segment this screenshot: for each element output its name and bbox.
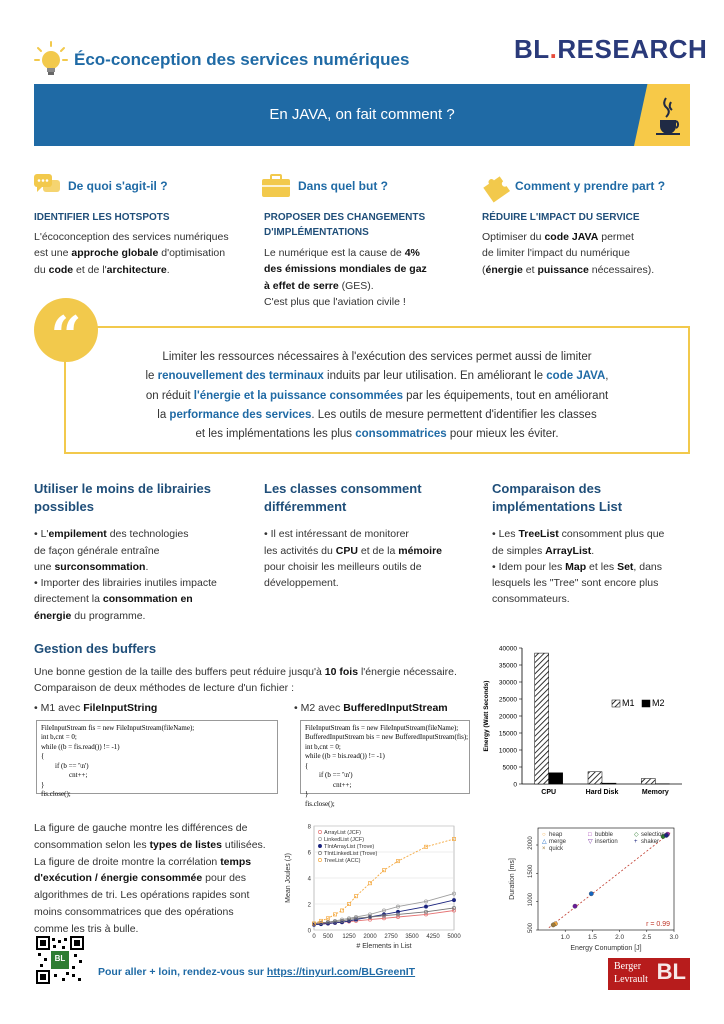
x-tick-label: 2000 <box>363 934 377 940</box>
legend-marker: □ <box>588 832 592 838</box>
method-m2-label: • M2 avec BufferedInputStream <box>294 702 448 714</box>
y-tick-label: 30000 <box>498 679 517 687</box>
y-tick-label: 2 <box>307 902 311 909</box>
y-tick-label: 500 <box>528 922 534 934</box>
bar-m1 <box>535 653 549 784</box>
bar-m2 <box>602 783 616 784</box>
puzzle-icon <box>482 172 510 203</box>
legend-marker: △ <box>542 839 547 845</box>
section-what-text: L'écoconception des services numériques est une approche globale d'optimisation du code et de l'architecture. <box>34 231 229 276</box>
legend-marker: + <box>634 839 638 845</box>
quote-icon: “ <box>34 298 98 362</box>
x-tick-label: 1.0 <box>560 934 570 941</box>
legend-label: TreeList (ACC) <box>324 858 361 864</box>
x-axis-label: # Elements in List <box>356 943 412 950</box>
bar-m1 <box>588 772 602 784</box>
section-what-heading: De quoi s'agit-il ? <box>68 179 168 193</box>
y-tick-label: 5000 <box>502 764 517 772</box>
x-tick-label: 2.5 <box>642 934 652 941</box>
legend-label: quick <box>549 846 564 852</box>
briefcase-icon <box>262 174 290 203</box>
y-axis-label: Duration [ms] <box>509 858 516 900</box>
x-tick-label: 2.0 <box>615 934 625 941</box>
x-tick-label: 0 <box>312 934 316 940</box>
x-tick-label: 1.5 <box>587 934 597 941</box>
legend-marker: × <box>542 846 546 852</box>
quote-text: Limiter les ressources nécessaires à l'exécution des services permet aussi de limiter le renouvellement des terminaux induits par leur utilisation. En améliorant le code JAVA, on réduit l'énergie et la puissance consommées par les équipements, tout en améliorant la performance des services. Les outils de mesure permettent d'identifier les classes et les implémentations les plus consommatrices pour mieux les éviter. <box>145 351 609 441</box>
lightbulb-icon <box>34 40 68 85</box>
column-lists: Comparaison des implémentations List • Les TreeList consomment plus que de simples ArrayList. • Idem pour les Map et les Set, dans lesquels les "Tree" sont encore plus consommateurs. <box>492 480 702 608</box>
y-tick-label: 2000 <box>528 836 534 850</box>
y-tick-label: 25000 <box>498 696 517 704</box>
annotation: r = 0.99 <box>646 921 670 928</box>
code-block-m2: FileInputStream fis = new FileInputStream(fileName); BufferedInputStream bis = new BufferedInputStream(fis); int b,cnt = 0; while ((b = bis.read()) != -1) { if (b == '\n') cnt++; } fis.close(); <box>300 720 470 794</box>
berger-levrault-logo: Berger Levrault BL <box>608 958 690 990</box>
y-tick-label: 0 <box>307 928 311 935</box>
y-tick-label: 35000 <box>498 662 517 670</box>
x-tick-label: 1250 <box>342 934 356 940</box>
x-tick-label: 5000 <box>447 934 461 940</box>
x-tick-label: CPU <box>541 789 557 796</box>
code-block-m1: FileInputStream fis = new FileInputStream(fileName); int b,cnt = 0; while ((b = fis.read()) != -1) { if (b == '\n') cnt++; } fis.close(); <box>36 720 278 794</box>
x-axis-label: Energy Conumption [J] <box>570 945 642 952</box>
x-tick-label: 3500 <box>405 934 419 940</box>
y-tick-label: 1000 <box>528 892 534 907</box>
page-title: Éco-conception des services numériques <box>74 50 410 69</box>
y-axis-label: Mean Joules (J) <box>285 853 292 903</box>
footer-link[interactable]: https://tinyurl.com/BLGreenIT <box>266 966 416 978</box>
legend-label: TIntArrayList (Trove) <box>324 844 375 850</box>
column-classes: Les classes consomment différemment • Il est intéressant de monitorer les activités du CPU et de la mémoire pour choisir les meilleurs outils de développement. <box>264 480 474 591</box>
y-tick-label: 0 <box>513 781 517 789</box>
legend-swatch <box>612 700 620 707</box>
legend-marker: ○ <box>542 832 546 838</box>
scatter-chart <box>500 820 686 956</box>
legend-label: bubble <box>595 832 614 838</box>
data-point-merge <box>589 892 593 896</box>
method-m1-label: • M1 avec FileInputString <box>34 702 158 714</box>
banner-title: En JAVA, on fait comment ? <box>269 106 455 123</box>
y-tick-label: 15000 <box>498 730 517 738</box>
legend-label: insertion <box>595 839 618 845</box>
banner <box>34 84 690 146</box>
legend-marker <box>318 844 321 847</box>
data-point-shaker <box>664 833 668 837</box>
chat-bubbles-icon <box>34 174 60 201</box>
y-tick-label: 20000 <box>498 713 517 721</box>
section-how-text: Optimiser du code JAVA permet de limiter l'impact du numérique (énergie et puissance nécessaires). <box>482 231 655 276</box>
java-cup-icon <box>634 84 690 146</box>
data-point-insertion <box>573 904 577 908</box>
x-tick-label: Memory <box>641 789 669 796</box>
footer-text: Pour aller + loin, rendez-vous sur https://tinyurl.com/BLGreenIT <box>98 966 416 978</box>
legend-label: LinkedList (JCF) <box>324 837 365 843</box>
line-chart <box>280 820 460 956</box>
x-tick-label: Hard Disk <box>585 789 619 796</box>
brand-logo: BL.RESEARCH <box>514 34 708 64</box>
data-point-quick <box>551 923 555 927</box>
legend-marker: ▽ <box>588 839 593 845</box>
legend-label: merge <box>549 839 567 845</box>
figures-text: La figure de gauche montre les différences de consommation selon les types de listes utilisées. La figure de droite montre la corrélation temps d'exécution / énergie consommée pour des algorithmes de tri. Les opérations rapides sont moins consommatrices que des opérations comme les tris à bulle. <box>34 822 266 935</box>
section-why-text: Le numérique est la cause de 4% des émissions mondiales de gaz à effet de serre (GES). C'est plus que l'aviation civile ! <box>264 247 427 308</box>
qr-code-icon: BL <box>36 936 84 984</box>
y-tick-label: 8 <box>307 824 311 831</box>
y-tick-label: 4 <box>307 876 311 883</box>
section-why-sub: PROPOSER DES CHANGEMENTS D'IMPLÉMENTATIONS <box>264 212 426 238</box>
y-axis-label: Energy (Watt Seconds) <box>483 680 490 752</box>
column-classes-heading: Les classes consomment différemment <box>264 481 422 515</box>
legend-label: heap <box>549 832 563 838</box>
legend-label: M1 <box>622 698 635 708</box>
y-tick-label: 40000 <box>498 645 517 653</box>
legend-label: ArrayList (JCF) <box>324 830 361 836</box>
legend-label: shaker <box>641 839 660 845</box>
buffers-heading: Gestion des buffers <box>34 641 157 656</box>
x-tick-label: 3.0 <box>669 934 679 941</box>
legend-label: selection <box>641 832 665 838</box>
y-tick-label: 1500 <box>528 864 534 879</box>
x-tick-label: 2750 <box>384 934 398 940</box>
bar-m1 <box>641 779 655 784</box>
data-point <box>424 905 427 908</box>
y-tick-label: 10000 <box>498 747 517 755</box>
data-point <box>452 899 455 902</box>
section-what-sub: IDENTIFIER LES HOTSPOTS <box>34 212 170 223</box>
section-how-heading: Comment y prendre part ? <box>515 179 666 193</box>
legend-label: M2 <box>652 698 665 708</box>
legend-swatch <box>642 700 650 707</box>
section-how-sub: RÉDUIRE L'IMPACT DU SERVICE <box>482 212 640 223</box>
section-why-heading: Dans quel but ? <box>298 179 388 193</box>
x-tick-label: 4250 <box>426 934 440 940</box>
x-tick-label: 500 <box>322 934 334 940</box>
y-tick-label: 6 <box>307 850 311 857</box>
legend-label: TIntLinkedList (Trove) <box>324 851 378 857</box>
bar-m2 <box>549 773 563 784</box>
column-libraries-heading: Utiliser le moins de librairies possibles <box>34 481 212 515</box>
bar-chart <box>476 636 694 802</box>
legend-marker: ◇ <box>634 832 639 838</box>
column-libraries: Utiliser le moins de librairies possibles • L'empilement des technologies de façon générale entraîne une surconsommation. • Importer des librairies inutiles impacte directement la consommation en énergie du programme. <box>34 480 244 624</box>
column-lists-heading: Comparaison des implémentations List <box>492 481 623 515</box>
buffers-intro: Une bonne gestion de la taille des buffers peut réduire jusqu'à 10 fois l'énergie nécessaire. Comparaison de deux méthodes de lecture d'un fichier : <box>34 666 457 695</box>
